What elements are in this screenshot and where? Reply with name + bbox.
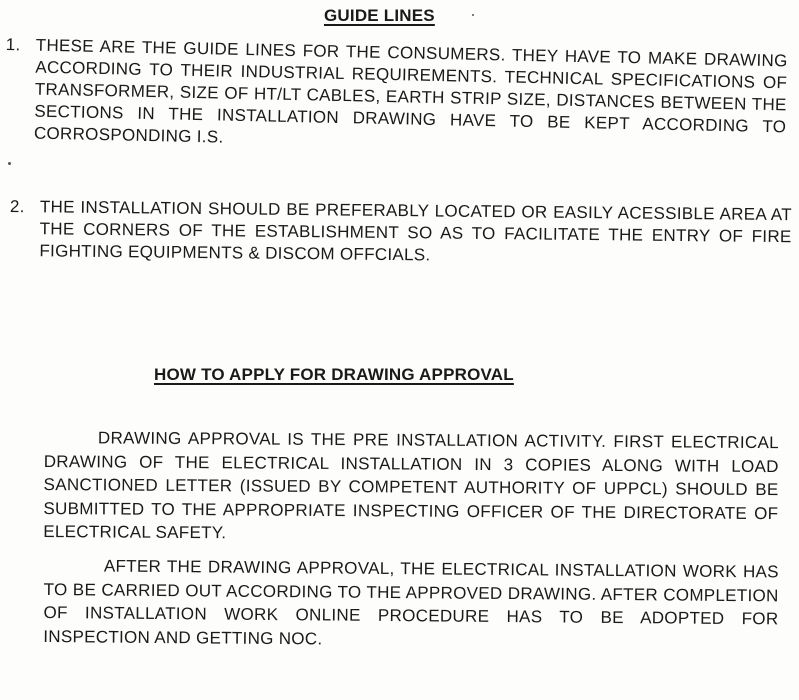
scan-speck — [8, 162, 11, 165]
guideline-item-text: THESE ARE THE GUIDE LINES FOR THE CONSUMERS. THEY HAVE TO MAKE DRAWING ACCORDING TO THEIR INDUSTRIAL REQUIREMENTS. TECHNICAL SPECIFICATIONS OF TRANSFORMER, SIZE OF HT/LT CABLES, EARTH STRIP SIZE, DISTANCES BETWEEN THE SECTIONS IN THE INSTALLATION DRAWING HAVE TO BE KEPT ACCORDING TO CORROSPONDING I.S. — [33, 35, 788, 147]
guidelines-title: GUIDE LINES — [324, 6, 435, 25]
scan-speck — [472, 14, 474, 16]
guideline-item-number: 2. — [9, 196, 25, 217]
guideline-item-number: 1. — [5, 34, 21, 55]
approval-title: HOW TO APPLY FOR DRAWING APPROVAL — [154, 365, 514, 384]
approval-paragraph-2: AFTER THE DRAWING APPROVAL, THE ELECTRICAL INSTALLATION WORK HAS TO BE CARRIED OUT ACCORDING TO THE APPROVED DRAWING. AFTER COMPLETION OF INSTALLATION WORK ONLINE PROCEDURE HAS TO BE ADOPTED FOR INSPECTION AND GETTING NOC. — [43, 556, 779, 648]
approval-paragraph-1: DRAWING APPROVAL IS THE PRE INSTALLATION ACTIVITY. FIRST ELECTRICAL DRAWING OF THE ELECTRICAL INSTALLATION IN 3 COPIES ALONG WITH LOAD SANCTIONED LETTER (ISSUED BY COMPETENT AUTHORITY OF UPPCL) SHOULD BE SUBMITTED TO THE APPROPRIATE INSPECTING OFFICER OF THE DIRECTORATE OF ELECTRICAL SAFETY. — [43, 428, 779, 543]
guideline-item-text: THE INSTALLATION SHOULD BE PREFERABLY LOCATED OR EASILY ACESSIBLE AREA AT THE CORNERS OF THE ESTABLISHMENT SO AS TO FACILITATE THE ENTRY OF FIRE FIGHTING EQUIPMENTS & DISCOM OFFCIALS. — [39, 197, 792, 265]
